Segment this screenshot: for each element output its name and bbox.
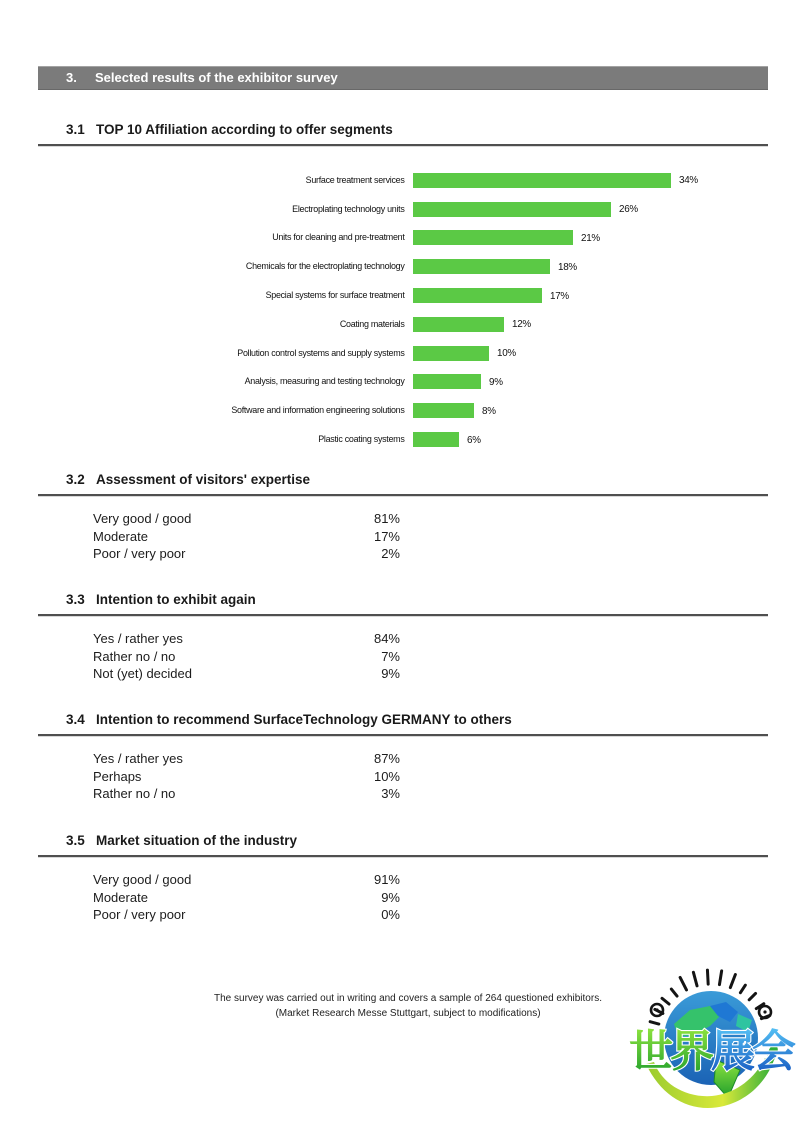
stat-value: 87% bbox=[373, 751, 400, 766]
stat-row bbox=[38, 907, 768, 925]
chart-value-label: 9% bbox=[489, 375, 504, 388]
chart-value-label: 8% bbox=[481, 404, 496, 417]
stat-row bbox=[38, 786, 768, 804]
chapter-header-bar bbox=[38, 66, 768, 90]
chart-category-label: Electroplating technology units bbox=[292, 203, 405, 215]
stat-label: Moderate bbox=[93, 889, 148, 905]
stat-value: 9% bbox=[381, 666, 400, 681]
chart-row bbox=[38, 310, 768, 339]
stat-label: Very good / good bbox=[93, 511, 192, 526]
chart-row bbox=[38, 425, 768, 454]
chart-bar bbox=[413, 288, 542, 303]
logo-brand-text: 世界展会 bbox=[629, 1027, 793, 1076]
chart-value-label: 17% bbox=[550, 289, 570, 302]
chart-row bbox=[38, 368, 768, 397]
chart-category-label: Surface treatment services bbox=[305, 174, 405, 186]
stat-label: Poor / very poor bbox=[93, 907, 186, 922]
chart-bar bbox=[413, 403, 474, 418]
stat-label: Perhaps bbox=[93, 768, 142, 784]
chart-bar bbox=[413, 374, 481, 389]
section-heading bbox=[38, 592, 768, 614]
section-number: 3.3 bbox=[66, 592, 85, 607]
heading-rule bbox=[38, 614, 768, 617]
affiliation-bar-chart bbox=[38, 166, 768, 454]
stat-label: Yes / rather yes bbox=[93, 751, 183, 766]
stat-value: 0% bbox=[381, 907, 400, 922]
chart-bar bbox=[413, 346, 489, 361]
stat-row bbox=[38, 631, 768, 649]
stat-value: 17% bbox=[373, 528, 400, 544]
stat-label: Moderate bbox=[93, 528, 148, 544]
chart-row bbox=[38, 252, 768, 281]
section-title: Intention to recommend SurfaceTechnology GERMANY to others bbox=[96, 712, 512, 727]
section-number: 3.4 bbox=[66, 712, 85, 727]
chart-bar bbox=[413, 202, 611, 217]
stat-label: Rather no / no bbox=[93, 786, 176, 801]
chart-category-label: Software and information engineering solutions bbox=[231, 405, 405, 417]
chart-category-label: Chemicals for the electroplating technology bbox=[245, 261, 405, 273]
chart-bar bbox=[413, 432, 459, 447]
chart-value-label: 26% bbox=[618, 203, 638, 216]
chart-row bbox=[38, 281, 768, 310]
stat-label: Yes / rather yes bbox=[93, 631, 183, 646]
chart-row bbox=[38, 195, 768, 224]
section-3-1 bbox=[38, 122, 768, 454]
stat-row bbox=[38, 872, 768, 890]
section-heading bbox=[38, 712, 768, 734]
stat-rows bbox=[38, 751, 768, 804]
heading-rule bbox=[38, 494, 768, 497]
chart-bar bbox=[413, 317, 504, 332]
section-heading bbox=[38, 833, 768, 855]
chart-row bbox=[38, 396, 768, 425]
chart-category-label: Coating materials bbox=[339, 318, 405, 330]
chart-bar bbox=[413, 230, 573, 245]
chart-category-label: Special systems for surface treatment bbox=[265, 290, 405, 302]
stat-label: Poor / very poor bbox=[93, 546, 186, 561]
chapter-title: Selected results of the exhibitor survey bbox=[95, 70, 338, 85]
globe-logo-graphic bbox=[626, 962, 798, 1127]
section-3-1-heading bbox=[38, 122, 768, 144]
heading-rule bbox=[38, 855, 768, 858]
chart-bar bbox=[413, 173, 671, 188]
world-expo-logo bbox=[626, 962, 798, 1127]
section-title: Intention to exhibit again bbox=[96, 592, 256, 607]
stat-rows bbox=[38, 631, 768, 684]
chart-value-label: 21% bbox=[580, 231, 600, 244]
chart-value-label: 10% bbox=[497, 347, 516, 360]
chart-category-label: Pollution control systems and supply systems bbox=[237, 347, 405, 359]
footnote-line-1: The survey was carried out in writing and covers a sample of 264 questioned exhibitors. bbox=[214, 993, 602, 1004]
section-title: Market situation of the industry bbox=[96, 833, 298, 848]
heading-rule bbox=[38, 144, 768, 147]
stat-row bbox=[38, 769, 768, 787]
chart-value-label: 34% bbox=[679, 174, 699, 187]
stat-value: 9% bbox=[381, 889, 400, 905]
section-3-5 bbox=[38, 833, 768, 925]
stat-label: Not (yet) decided bbox=[93, 666, 192, 681]
chart-row bbox=[38, 224, 768, 253]
stat-value: 2% bbox=[381, 546, 400, 561]
chart-value-label: 12% bbox=[512, 318, 532, 331]
stat-value: 3% bbox=[381, 786, 400, 801]
section-3-2 bbox=[38, 472, 768, 564]
stat-value: 91% bbox=[373, 872, 400, 887]
stat-label: Very good / good bbox=[93, 872, 192, 887]
stat-row bbox=[38, 546, 768, 564]
chart-value-label: 18% bbox=[557, 260, 577, 273]
section-heading bbox=[38, 472, 768, 494]
stat-row bbox=[38, 511, 768, 529]
section-3-4 bbox=[38, 712, 768, 804]
chart-category-label: Units for cleaning and pre-treatment bbox=[272, 232, 405, 244]
chart-value-label: 6% bbox=[466, 433, 481, 446]
chart-row bbox=[38, 166, 768, 195]
stat-row bbox=[38, 529, 768, 547]
chart-row bbox=[38, 339, 768, 368]
stat-label: Rather no / no bbox=[93, 648, 176, 664]
stat-value: 10% bbox=[373, 768, 400, 784]
chart-category-label: Plastic coating systems bbox=[318, 434, 405, 446]
stat-rows bbox=[38, 511, 768, 564]
heading-rule bbox=[38, 734, 768, 737]
chart-bar bbox=[413, 259, 550, 274]
section-title: Assessment of visitors' expertise bbox=[96, 472, 311, 487]
stat-rows bbox=[38, 872, 768, 925]
section-number: 3.5 bbox=[66, 833, 85, 848]
stat-row bbox=[38, 666, 768, 684]
section-number: 3.1 bbox=[66, 122, 85, 137]
chart-category-label: Analysis, measuring and testing technology bbox=[244, 376, 405, 388]
stat-row bbox=[38, 890, 768, 908]
stat-row bbox=[38, 751, 768, 769]
stat-value: 84% bbox=[373, 631, 400, 646]
stat-row bbox=[38, 649, 768, 667]
section-title: TOP 10 Affiliation according to offer segments bbox=[96, 122, 393, 137]
stat-value: 81% bbox=[373, 511, 400, 526]
stat-value: 7% bbox=[381, 648, 400, 664]
section-number: 3.2 bbox=[66, 472, 85, 487]
chapter-number: 3. bbox=[66, 70, 77, 85]
footnote-line-2: (Market Research Messe Stuttgart, subject to modifications) bbox=[275, 1007, 541, 1019]
section-3-3 bbox=[38, 592, 768, 684]
